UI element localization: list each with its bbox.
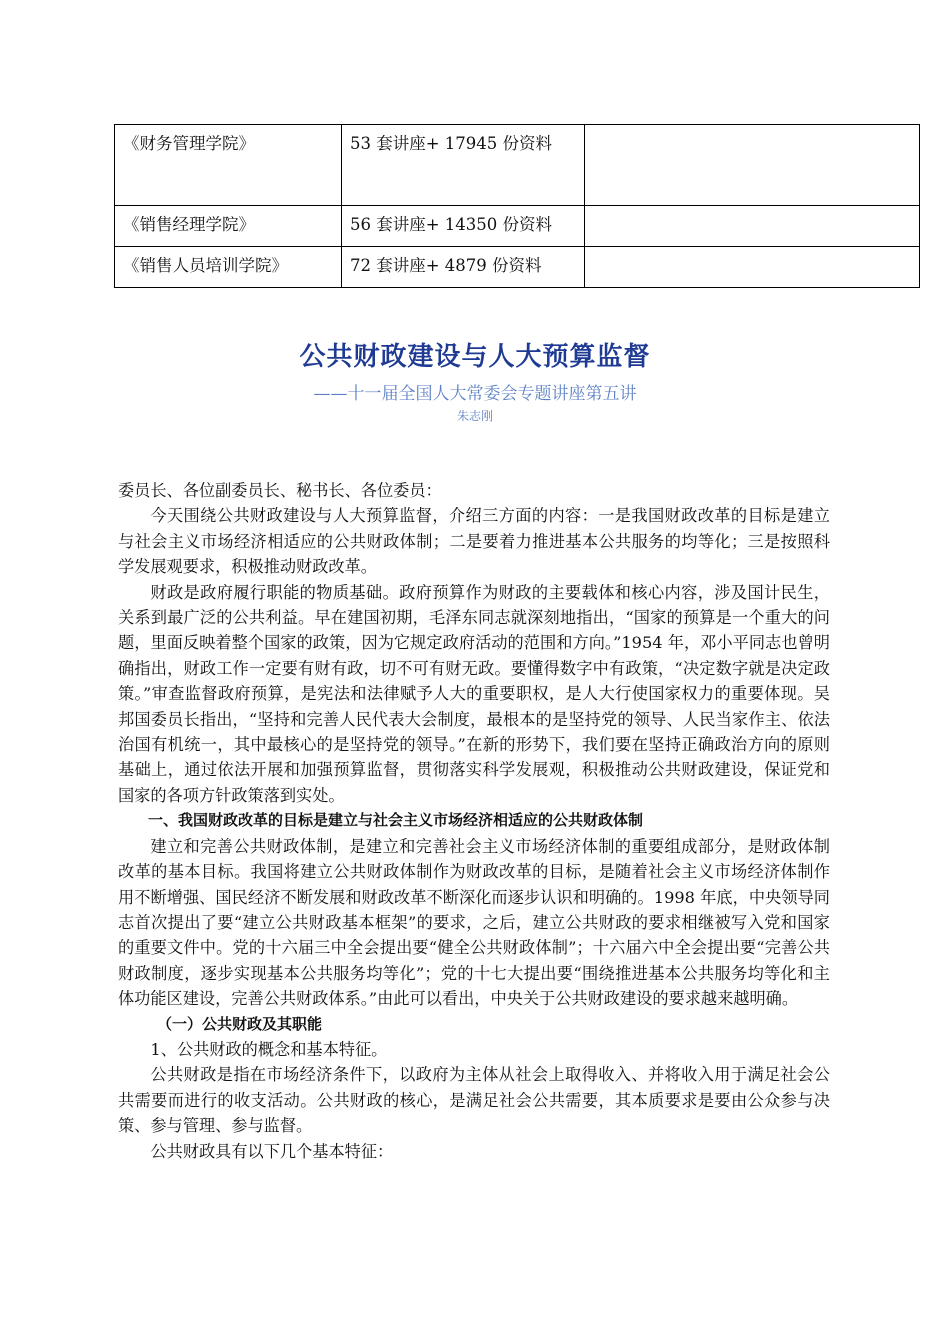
table-row [115,206,920,247]
paragraph: 今天围绕公共财政建设与人大预算监督，介绍三方面的内容：一是我国财政改革的目标是建立与社会主义市场经济相适应的公共财政体制；二是要着力推进基本公共服务的均等化；三是按照科学发展观要求，积极推动财政改革。 [118,506,830,577]
resource-table [114,124,920,288]
table-cell-note [585,206,920,247]
table-row [115,247,920,288]
article-subtitle: ——十一届全国人大常委会专题讲座第五讲 [313,384,637,404]
table-cell-name: 《销售人员培训学院》 [115,247,342,288]
article-body [118,478,830,1164]
table-cell-name: 《销售经理学院》 [115,206,342,247]
paragraph: 财政是政府履行职能的物质基础。政府预算作为财政的主要载体和核心内容，涉及国计民生，关系到最广泛的公共利益。早在建国初期，毛泽东同志就深刻地指出，“国家的预算是一个重大的问题，里面反映着整个国家的政策，因为它规定政府活动的范围和方向。”1954 年，邓小平同志也曾明确指出，财政工作一定要有财有政，切不可有财无政。要懂得数字中有政策，“决定数字就是决定政策。”审查监督政府预算，是宪法和法律赋予人大的重要职权，是人大行使国家权力的重要体现。吴邦国委员长指出，“坚持和完善人民代表大会制度，最根本的是坚持党的领导、人民当家作主、依法治国有机统一，其中最核心的是坚持党的领导。”在新的形势下，我们要在坚持正确政治方向的原则基础上，通过依法开展和加强预算监督，贯彻落实科学发展观，积极推动公共财政建设，保证党和国家的各项方针政策落到实处。 [118,582,830,805]
table-cell-content: 56 套讲座+ 14350 份资料 [342,206,585,247]
table-cell-note [585,125,920,206]
paragraph: 1、公共财政的概念和基本特征。 [150,1039,388,1059]
section-heading: 一、我国财政改革的目标是建立与社会主义市场经济相适应的公共财政体制 [148,811,644,830]
salutation: 委员长、各位副委员长、秘书长、各位委员： [118,481,442,500]
table-cell-name: 《财务管理学院》 [115,125,342,206]
article-author: 朱志刚 [456,409,493,423]
paragraph: 建立和完善公共财政体制，是建立和完善社会主义市场经济体制的重要组成部分，是财政体制改革的基本目标。我国将建立公共财政体制作为财政改革的目标，是随着社会主义市场经济体制作用不断增强、国民经济不断发展和财政改革不断深化而逐步认识和明确的。1998 年底，中央领导同志首次提出了要“建立公共财政基本框架”的要求，之后，建立公共财政的要求相继被写入党和国家的重要文件中。党的十六届三中全会提出要“健全公共财政体制”；十六届六中全会提出要“完善公共财政制度，逐步实现基本公共服务均等化”；党的十七大提出要“围绕推进基本公共服务均等化和主体功能区建设，完善公共财政体系。”由此可以看出，中央关于公共财政建设的要求越来越明确。 [118,836,830,1009]
table-cell-content: 72 套讲座+ 4879 份资料 [342,247,585,288]
subsection-heading: （一）公共财政及其职能 [157,1014,323,1033]
article-title: 公共财政建设与人大预算监督 [299,342,651,372]
table-row [115,125,920,206]
table-cell-content: 53 套讲座+ 17945 份资料 [342,125,585,206]
table-cell-note [585,247,920,288]
paragraph: 公共财政是指在市场经济条件下，以政府为主体从社会上取得收入、并将收入用于满足社会公共需要而进行的收支活动。公共财政的核心，是满足社会公共需要，其本质要求是要由公众参与决策、参与管理、参与监督。 [118,1065,830,1136]
paragraph: 公共财政具有以下几个基本特征： [150,1141,394,1161]
